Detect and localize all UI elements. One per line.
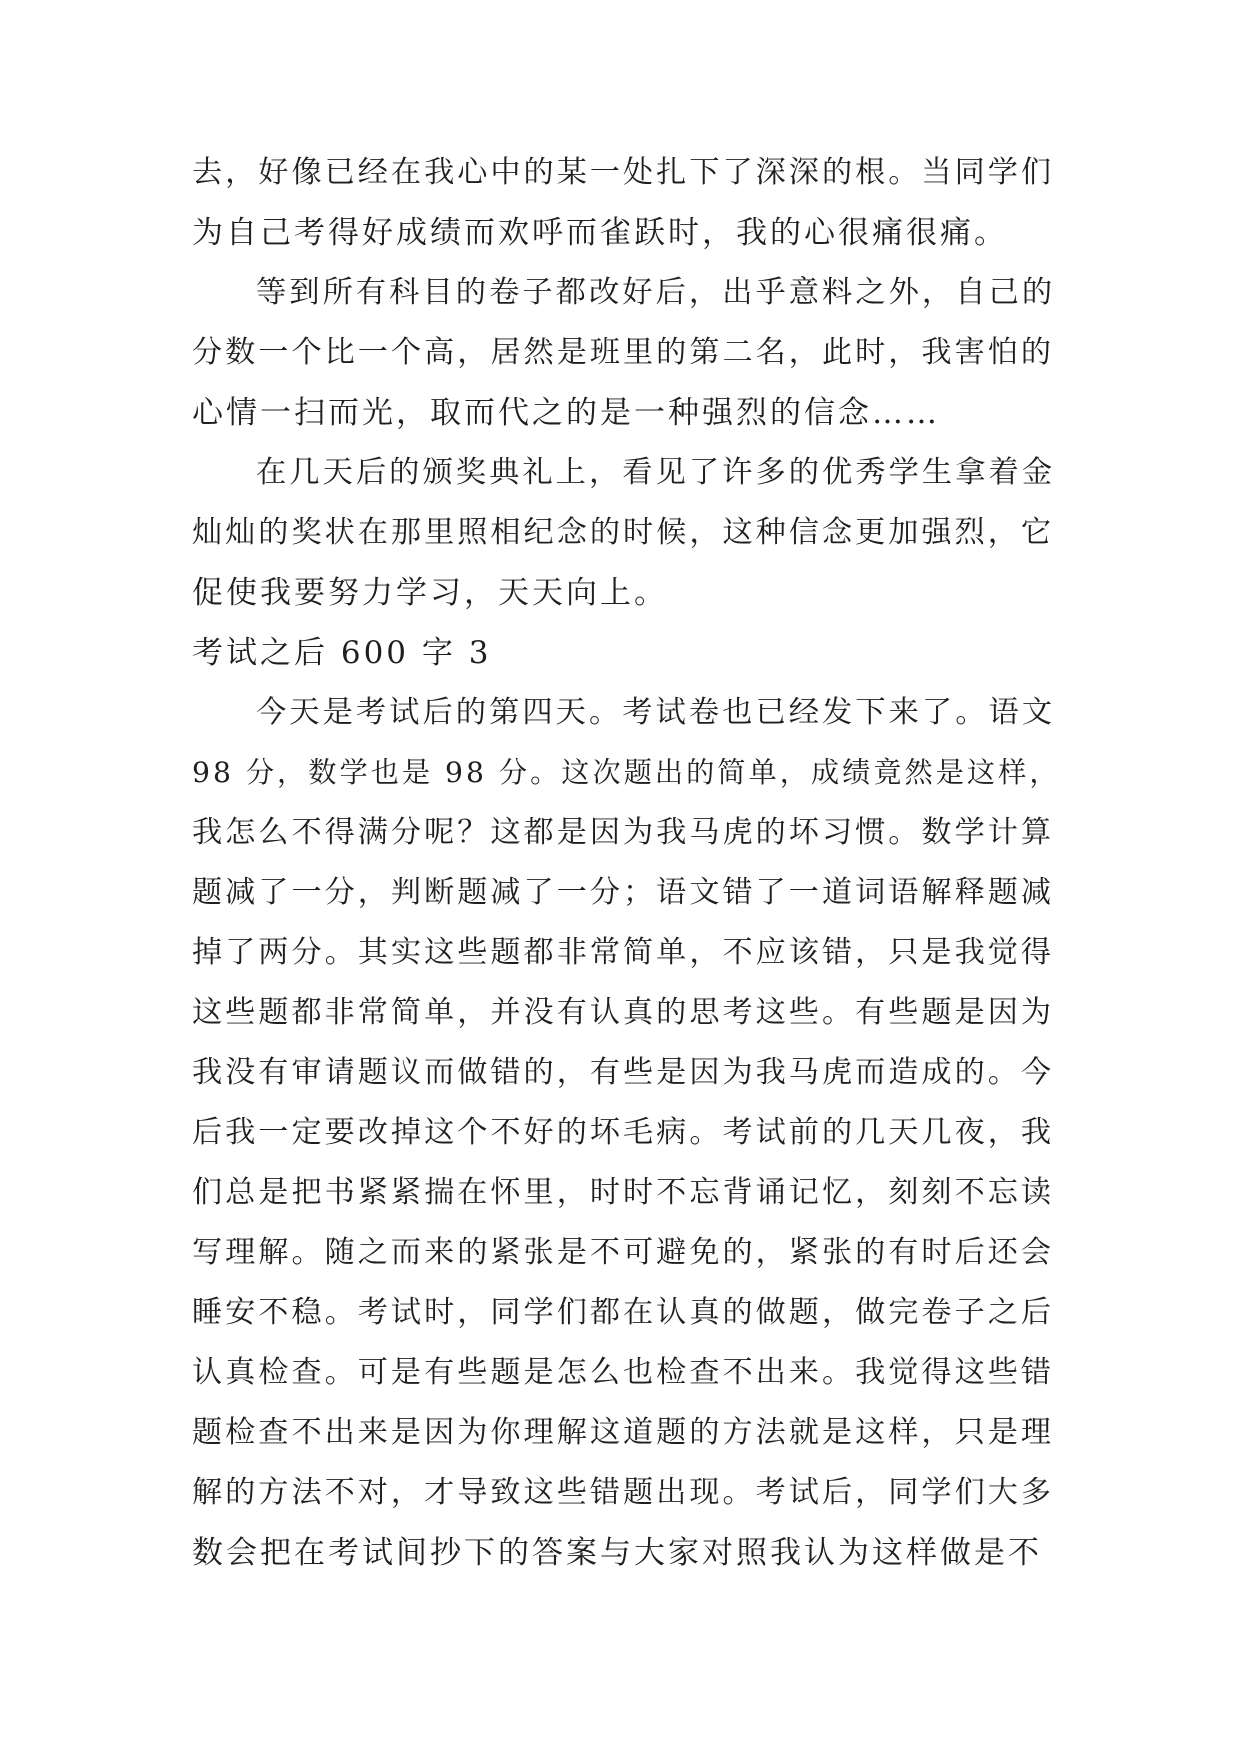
paragraph-start-line: 在几天后的颁奖典礼上，看见了许多的优秀学生拿着金 xyxy=(256,455,1056,490)
section-heading: 考试之后 600 字 3 xyxy=(192,635,492,671)
text-line: 掉了两分。其实这些题都非常简单，不应该错，只是我觉得 xyxy=(192,935,1055,970)
document-body xyxy=(192,143,1061,1583)
text-line: 我怎么不得满分呢？这都是因为我马虎的坏习惯。数学计算 xyxy=(192,815,1055,850)
text-line: 为自己考得好成绩而欢呼而雀跃时，我的心很痛很痛。 xyxy=(192,215,1008,251)
text-line: 题检查不出来是因为你理解这道题的方法就是这样，只是理 xyxy=(192,1415,1055,1450)
text-line: 题减了一分，判断题减了一分；语文错了一道词语解释题减 xyxy=(192,875,1055,910)
text-line: 促使我要努力学习，天天向上。 xyxy=(192,575,668,611)
text-line: 我没有审请题议而做错的，有些是因为我马虎而造成的。今 xyxy=(192,1055,1055,1090)
text-line: 灿灿的奖状在那里照相纪念的时候，这种信念更加强烈，它 xyxy=(192,515,1055,550)
text-line: 后我一定要改掉这个不好的坏毛病。考试前的几天几夜，我 xyxy=(192,1115,1055,1150)
text-line: 去，好像已经在我心中的某一处扎下了深深的根。当同学们 xyxy=(192,155,1055,190)
text-line: 解的方法不对，才导致这些错题出现。考试后，同学们大多 xyxy=(192,1475,1055,1510)
paragraph-start-line: 等到所有科目的卷子都改好后，出乎意料之外，自己的 xyxy=(256,275,1056,310)
text-line: 写理解。随之而来的紧张是不可避免的，紧张的有时后还会 xyxy=(192,1235,1055,1270)
paragraph-start-line: 今天是考试后的第四天。考试卷也已经发下来了。语文 xyxy=(256,695,1056,730)
text-line: 认真检查。可是有些题是怎么也检查不出来。我觉得这些错 xyxy=(192,1355,1055,1390)
text-line: 这些题都非常简单，并没有认真的思考这些。有些题是因为 xyxy=(192,995,1055,1030)
text-line: 98 分，数学也是 98 分。这次题出的简单，成绩竟然是这样， xyxy=(192,756,1061,789)
text-line: 数会把在考试间抄下的答案与大家对照我认为这样做是不 xyxy=(192,1535,1042,1571)
text-line: 睡安不稳。考试时，同学们都在认真的做题，做完卷子之后 xyxy=(192,1295,1055,1330)
text-line: 心情一扫而光，取而代之的是一种强烈的信念…… xyxy=(192,395,940,431)
text-line: 分数一个比一个高，居然是班里的第二名，此时，我害怕的 xyxy=(192,335,1055,370)
text-line: 们总是把书紧紧揣在怀里，时时不忘背诵记忆，刻刻不忘读 xyxy=(192,1175,1055,1210)
